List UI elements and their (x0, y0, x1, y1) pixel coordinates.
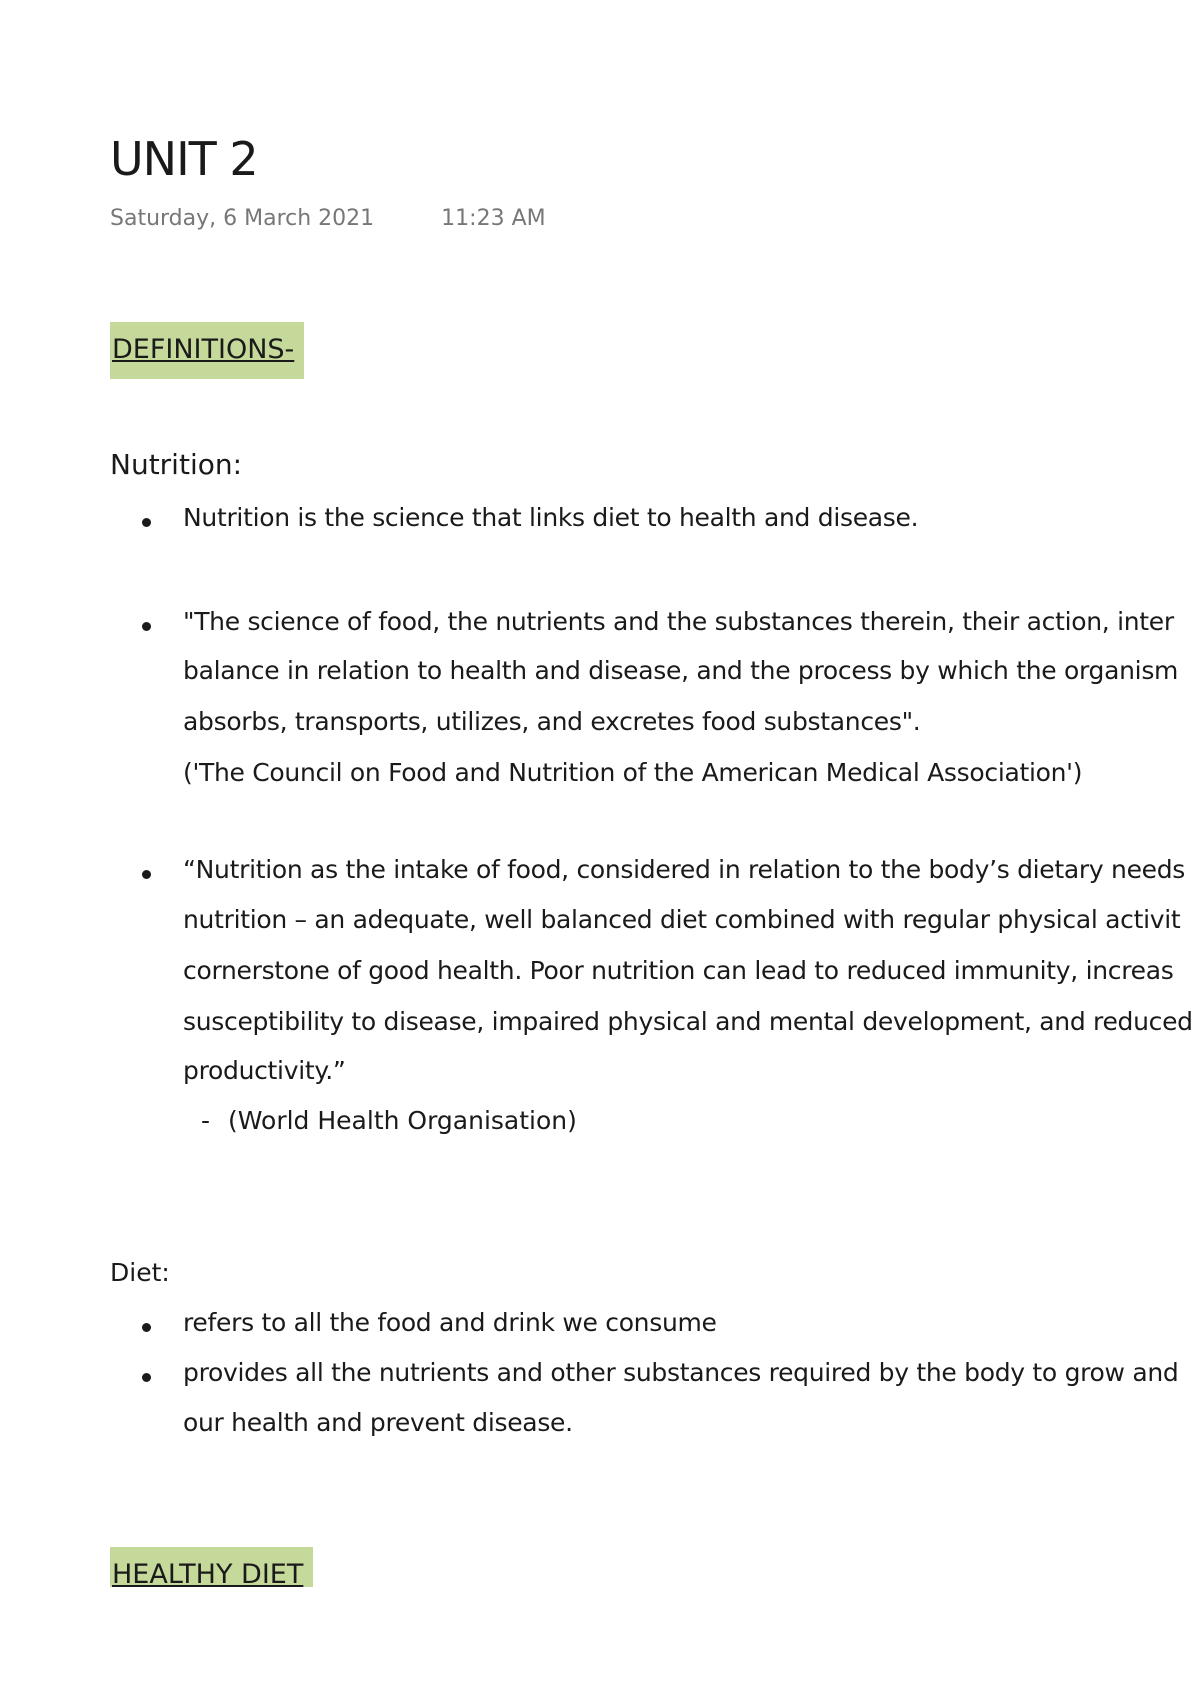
page-time: 11:23 AM (441, 206, 546, 231)
nutrition-item-2-line-3: absorbs, transports, utilizes, and excretes food substances". (183, 707, 921, 736)
diet-item-1-line-1: refers to all the food and drink we consume (183, 1308, 717, 1337)
nutrition-item-2-line-1: "The science of food, the nutrients and the substances therein, their action, inter (183, 607, 1174, 636)
bullet-dot (142, 518, 151, 527)
nutrition-item-3-line-4: susceptibility to disease, impaired physical and mental development, and reduced (183, 1007, 1193, 1036)
bullet-dot (142, 1373, 151, 1382)
nutrition-item-2-line-2: balance in relation to health and disease, and the process by which the organism (183, 656, 1179, 685)
page-title: UNIT 2 (110, 132, 258, 186)
nutrition-item-3-line-3: cornerstone of good health. Poor nutrition can lead to reduced immunity, increas (183, 956, 1174, 985)
nutrition-item-3-line-1: “Nutrition as the intake of food, considered in relation to the body’s dietary needs (183, 855, 1186, 884)
diet-item-2-line-1: provides all the nutrients and other substances required by the body to grow and (183, 1358, 1179, 1387)
bullet-dot (142, 1323, 151, 1332)
dash-marker: - (201, 1106, 211, 1135)
diet-item-2-line-2: our health and prevent disease. (183, 1408, 573, 1437)
bullet-dot (142, 622, 151, 631)
nutrition-item-3-line-2: nutrition – an adequate, well balanced diet combined with regular physical activit (183, 905, 1181, 934)
page-meta (110, 206, 546, 231)
nutrition-item-2-line-4: ('The Council on Food and Nutrition of the American Medical Association') (183, 758, 1083, 787)
nutrition-label: Nutrition: (110, 448, 243, 481)
nutrition-item-3-line-5: productivity.” (183, 1056, 346, 1085)
healthy-diet-heading: HEALTHY DIET (110, 1547, 313, 1587)
page-date: Saturday, 6 March 2021 (110, 206, 375, 231)
definitions-heading: DEFINITIONS- (110, 322, 304, 379)
bullet-dot (142, 870, 151, 879)
nutrition-item-1-line-1: Nutrition is the science that links diet to health and disease. (183, 503, 919, 532)
attribution-text: (World Health Organisation) (228, 1106, 577, 1135)
nutrition-item-3-attribution (201, 1106, 577, 1135)
diet-label: Diet: (110, 1258, 170, 1287)
